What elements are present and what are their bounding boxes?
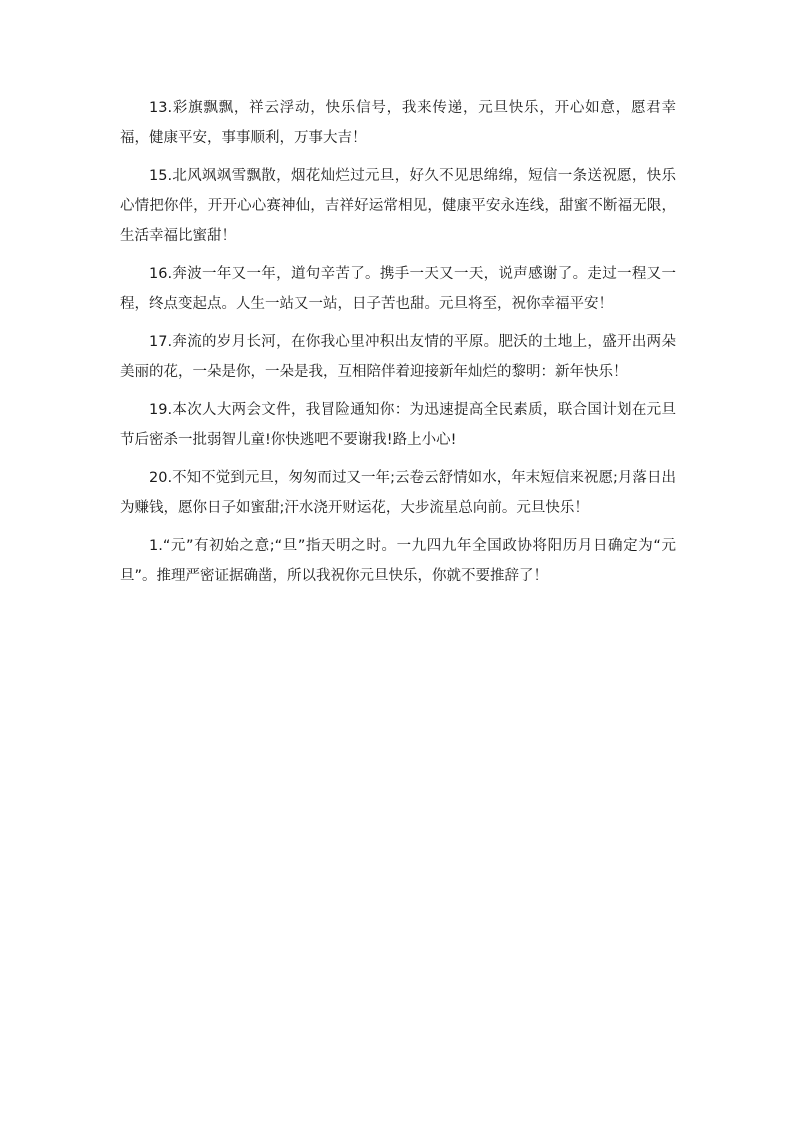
paragraph-19: 19.本次人大两会文件，我冒险通知你：为迅速提高全民素质，联合国计划在元旦节后密杀一批弱智儿童!你快逃吧不要谢我!路上小心! xyxy=(120,402,676,448)
paragraph-1: 1.“元”有初始之意;“旦”指天明之时。一九四九年全国政协将阳历月日确定为“元旦”。推理严密证据确凿，所以我祝你元旦快乐，你就不要推辞了！ xyxy=(120,538,676,584)
paragraph-13: 13.彩旗飘飘，祥云浮动，快乐信号，我来传递，元旦快乐，开心如意，愿君幸福，健康平安，事事顺利，万事大吉！ xyxy=(120,100,676,146)
paragraph-17: 17.奔流的岁月长河，在你我心里冲积出友情的平原。肥沃的土地上，盛开出两朵美丽的花，一朵是你，一朵是我，互相陪伴着迎接新年灿烂的黎明：新年快乐！ xyxy=(120,334,676,380)
paragraph-20: 20.不知不觉到元旦，匆匆而过又一年;云卷云舒情如水，年末短信来祝愿;月落日出为赚钱，愿你日子如蜜甜;汗水浇开财运花，大步流星总向前。元旦快乐！ xyxy=(120,470,676,516)
paragraph-15: 15.北风飒飒雪飘散，烟花灿烂过元旦，好久不见思绵绵，短信一条送祝愿，快乐心情把你伴，开开心心赛神仙，吉祥好运常相见，健康平安永连线，甜蜜不断福无限，生活幸福比蜜甜！ xyxy=(120,168,676,244)
document-body xyxy=(120,93,676,599)
paragraph-16: 16.奔波一年又一年，道句辛苦了。携手一天又一天，说声感谢了。走过一程又一程，终点变起点。人生一站又一站，日子苦也甜。元旦将至，祝你幸福平安！ xyxy=(120,266,676,312)
